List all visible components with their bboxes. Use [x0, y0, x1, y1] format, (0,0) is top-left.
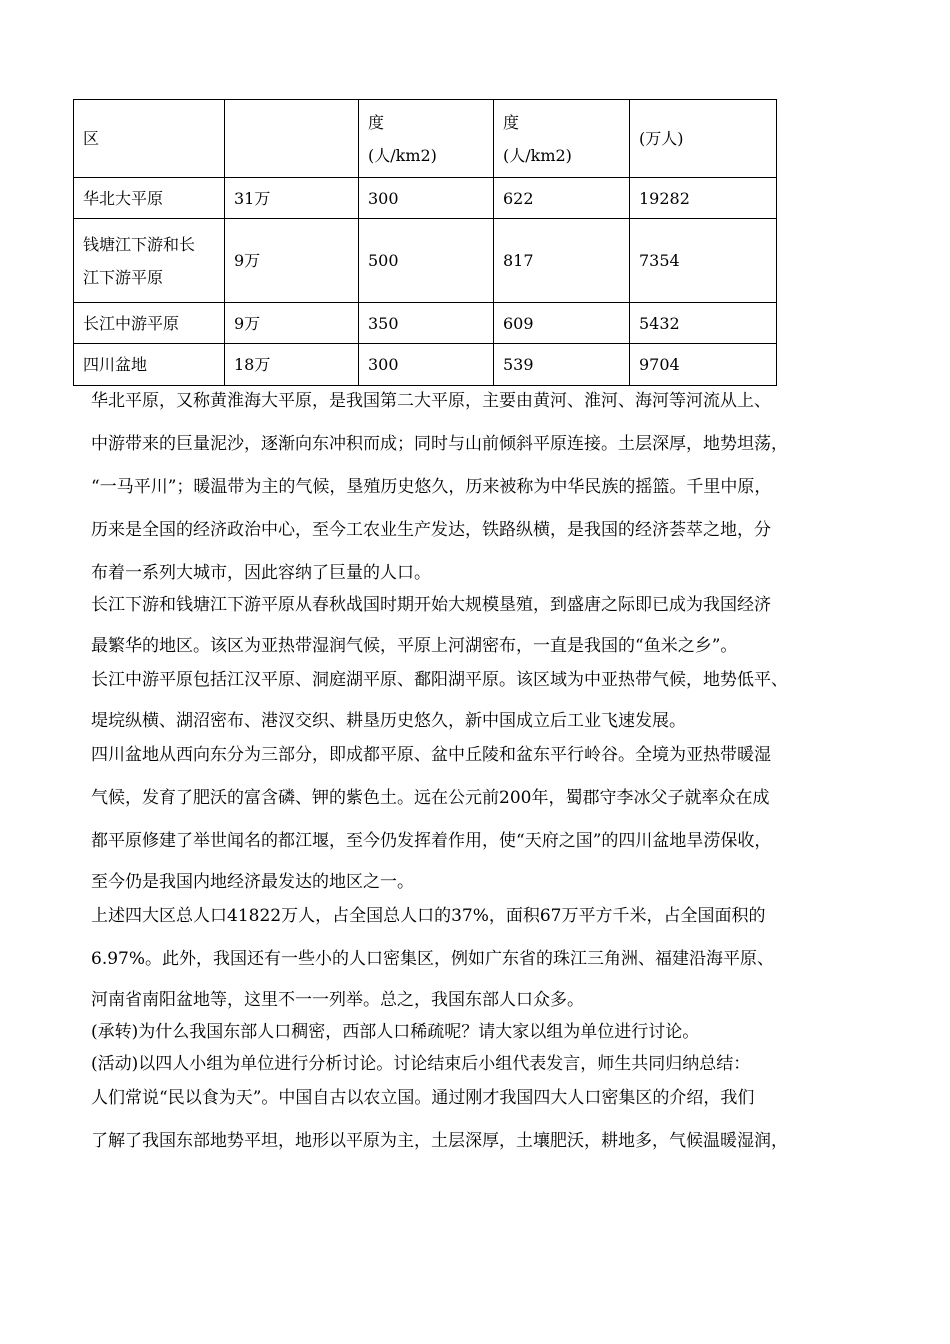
text-line: (活动)以四人小组为单位进行分析讨论。讨论结束后小组代表发言，师生共同归纳总结：	[91, 1054, 751, 1074]
text-line: (承转)为什么我国东部人口稠密，西部人口稀疏呢？请大家以组为单位进行讨论。	[91, 1022, 700, 1042]
text-line: 都平原修建了举世闻名的都江堰，至今仍发挥着作用，使“天府之国”的四川盆地旱涝保收，	[91, 831, 772, 851]
area-cell: 9万	[225, 219, 359, 303]
paragraph-yangtze-middle	[91, 663, 873, 738]
paragraph-sichuan-basin	[91, 738, 873, 899]
text-line: 堤垸纵横、湖沼密布、港汊交织、耕垦历史悠久，新中国成立后工业飞速发展。	[91, 711, 686, 731]
article-body	[91, 384, 873, 1167]
table-row	[74, 344, 777, 386]
density-1-cell: 500	[359, 219, 494, 303]
paragraph-summary	[91, 899, 873, 1017]
paragraph-yangtze-lower	[91, 588, 873, 663]
paragraph-activity	[91, 1049, 873, 1081]
text-line: 华北平原，又称黄淮海大平原，是我国第二大平原，主要由黄河、淮河、海河等河流从上、	[91, 391, 771, 411]
table-row	[74, 219, 777, 303]
header-density-2-cell: 度 (人/km2)	[494, 100, 630, 178]
text-line: 6.97%。此外，我国还有一些小的人口密集区，例如广东省的珠江三角洲、福建沿海平原、	[91, 949, 775, 969]
text-line: 了解了我国东部地势平坦，地形以平原为主，土层深厚，土壤肥沃，耕地多，气候温暖湿润，	[91, 1131, 788, 1151]
population-cell: 9704	[630, 344, 777, 386]
region-cell: 长江中游平原	[74, 303, 225, 344]
density-1-cell: 300	[359, 344, 494, 386]
table-row	[74, 303, 777, 344]
region-cell: 四川盆地	[74, 344, 225, 386]
text-line: 长江中游平原包括江汉平原、洞庭湖平原、鄱阳湖平原。该区域为中亚热带气候，地势低平、	[91, 670, 788, 690]
density-2-cell: 539	[494, 344, 630, 386]
text-line: “一马平川”；暖温带为主的气候，垦殖历史悠久，历来被称为中华民族的摇篮。千里中原，	[91, 477, 772, 497]
population-density-table	[73, 99, 777, 386]
text-line: 布着一系列大城市，因此容纳了巨量的人口。	[91, 563, 431, 583]
density-2-cell: 609	[494, 303, 630, 344]
density-1-cell: 300	[359, 178, 494, 219]
table-row	[74, 178, 777, 219]
text-line: 最繁华的地区。该区为亚热带湿润气候，平原上河湖密布，一直是我国的“鱼米之乡”。	[91, 636, 738, 656]
text-line: 长江下游和钱塘江下游平原从春秋战国时期开始大规模垦殖，到盛唐之际即已成为我国经济	[91, 595, 771, 615]
population-cell: 19282	[630, 178, 777, 219]
paragraph-north-china-plain	[91, 384, 873, 588]
area-cell: 31万	[225, 178, 359, 219]
area-cell: 9万	[225, 303, 359, 344]
text-line: 人们常说“民以食为天”。中国自古以农立国。通过刚才我国四大人口密集区的介绍，我们	[91, 1088, 755, 1108]
header-region-cell: 区	[74, 100, 225, 178]
text-line: 气候，发育了肥沃的富含磷、钾的紫色土。远在公元前200年，蜀郡守李冰父子就率众在成	[91, 788, 770, 808]
text-line: 河南省南阳盆地等，这里不一一列举。总之，我国东部人口众多。	[91, 990, 584, 1010]
text-line: 历来是全国的经济政治中心，至今工农业生产发达，铁路纵横，是我国的经济荟萃之地，分	[91, 520, 771, 540]
density-1-cell: 350	[359, 303, 494, 344]
header-density-1-cell: 度 (人/km2)	[359, 100, 494, 178]
text-line: 上述四大区总人口41822万人，占全国总人口的37%，面积67万平方千米，占全国面积的	[91, 906, 766, 926]
region-cell: 钱塘江下游和长 江下游平原	[74, 219, 225, 303]
text-line: 至今仍是我国内地经济最发达的地区之一。	[91, 872, 414, 892]
table-header-row	[74, 100, 777, 178]
population-cell: 5432	[630, 303, 777, 344]
text-line: 四川盆地从西向东分为三部分，即成都平原、盆中丘陵和盆东平行岭谷。全境为亚热带暖湿	[91, 745, 771, 765]
header-area-cell	[225, 100, 359, 178]
header-population-cell: (万人)	[630, 100, 777, 178]
density-2-cell: 817	[494, 219, 630, 303]
paragraph-conclusion	[91, 1081, 873, 1167]
population-cell: 7354	[630, 219, 777, 303]
density-2-cell: 622	[494, 178, 630, 219]
paragraph-transition	[91, 1017, 873, 1049]
text-line: 中游带来的巨量泥沙，逐渐向东冲积而成；同时与山前倾斜平原连接。土层深厚，地势坦荡，	[91, 434, 788, 454]
area-cell: 18万	[225, 344, 359, 386]
region-cell: 华北大平原	[74, 178, 225, 219]
